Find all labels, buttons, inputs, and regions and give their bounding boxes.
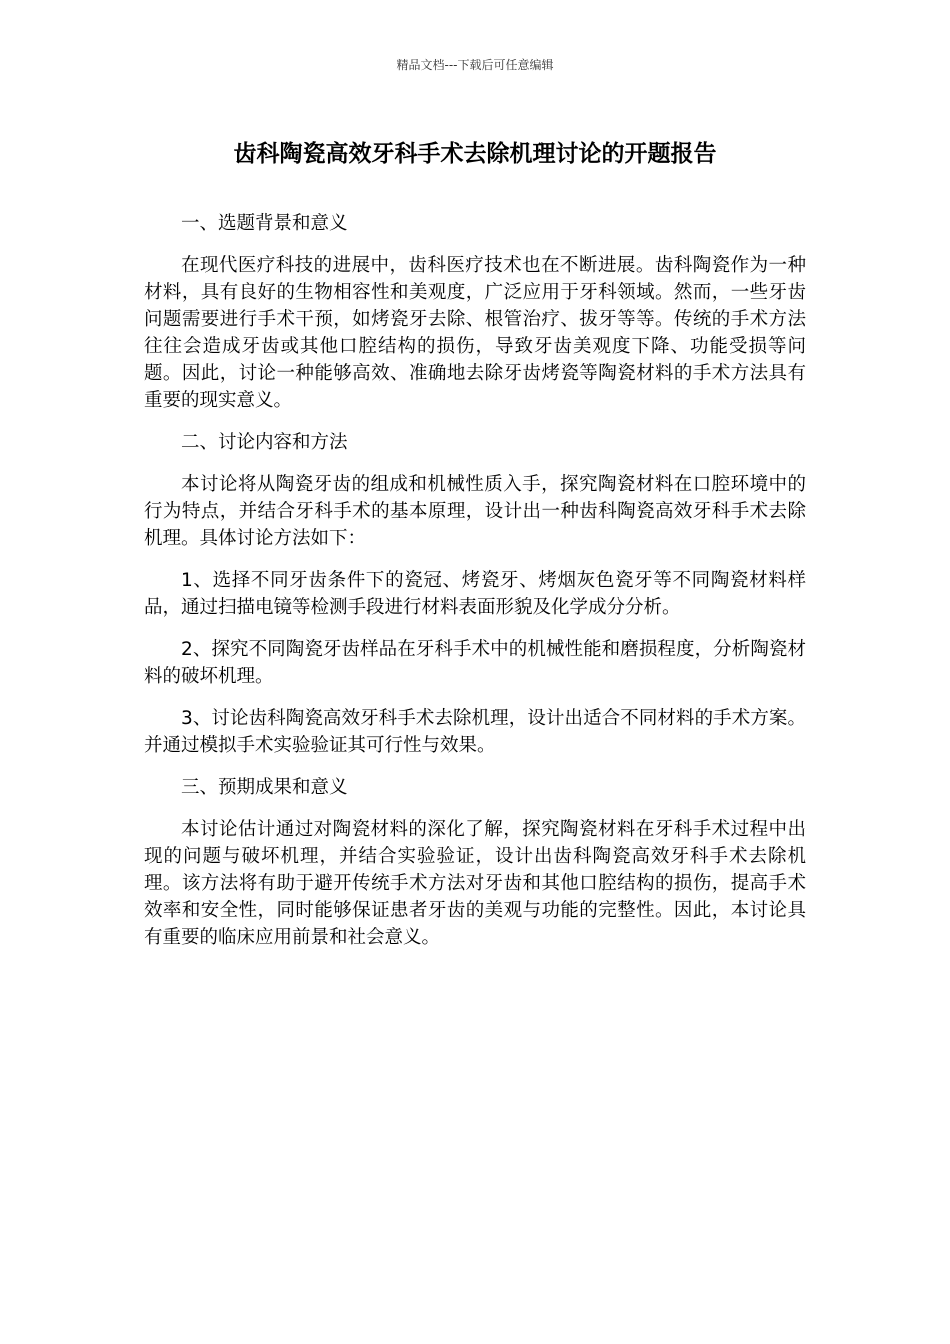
section-2-heading: 二、讨论内容和方法: [181, 432, 348, 453]
document-body: [144, 210, 806, 966]
section-1-heading: 一、选题背景和意义: [181, 213, 348, 234]
section-1-paragraph: 在现代医疗科技的进展中，齿科医疗技术也在不断进展。齿科陶瓷作为一种材料，具有良好的生物相容性和美观度，广泛应用于牙科领域。然而，一些牙齿问题需要进行手术干预，如烤瓷牙去除、根管治疗、拔牙等等。传统的手术方法往往会造成牙齿或其他口腔结构的损伤，导致牙齿美观度下降、功能受损等问题。因此，讨论一种能够高效、准确地去除牙齿烤瓷等陶瓷材料的手术方法具有重要的现实意义。: [144, 255, 806, 411]
section-2-item-1: 1、选择不同牙齿条件下的瓷冠、烤瓷牙、烤烟灰色瓷牙等不同陶瓷材料样品，通过扫描电镜等检测手段进行材料表面形貌及化学成分分析。: [144, 570, 806, 618]
section-2-item-2: 2、探究不同陶瓷牙齿样品在牙科手术中的机械性能和磨损程度，分析陶瓷材料的破坏机理。: [144, 639, 806, 687]
section-2-item-3: 3、讨论齿科陶瓷高效牙科手术去除机理，设计出适合不同材料的手术方案。并通过模拟手术实验验证其可行性与效果。: [144, 708, 806, 756]
section-2-paragraph: 本讨论将从陶瓷牙齿的组成和机械性质入手，探究陶瓷材料在口腔环境中的行为特点，并结合牙科手术的基本原理，设计出一种齿科陶瓷高效牙科手术去除机理。具体讨论方法如下：: [144, 474, 806, 549]
page-header-note: 精品文档---下载后可任意编辑: [396, 58, 554, 72]
section-3-paragraph: 本讨论估计通过对陶瓷材料的深化了解，探究陶瓷材料在牙科手术过程中出现的问题与破坏机理，并结合实验验证，设计出齿科陶瓷高效牙科手术去除机理。该方法将有助于避开传统手术方法对牙齿和其他口腔结构的损伤，提高手术效率和安全性，同时能够保证患者牙齿的美观与功能的完整性。因此，本讨论具有重要的临床应用前景和社会意义。: [144, 819, 806, 948]
document-title: 齿科陶瓷高效牙科手术去除机理讨论的开题报告: [233, 141, 717, 167]
section-3-heading: 三、预期成果和意义: [181, 777, 348, 798]
